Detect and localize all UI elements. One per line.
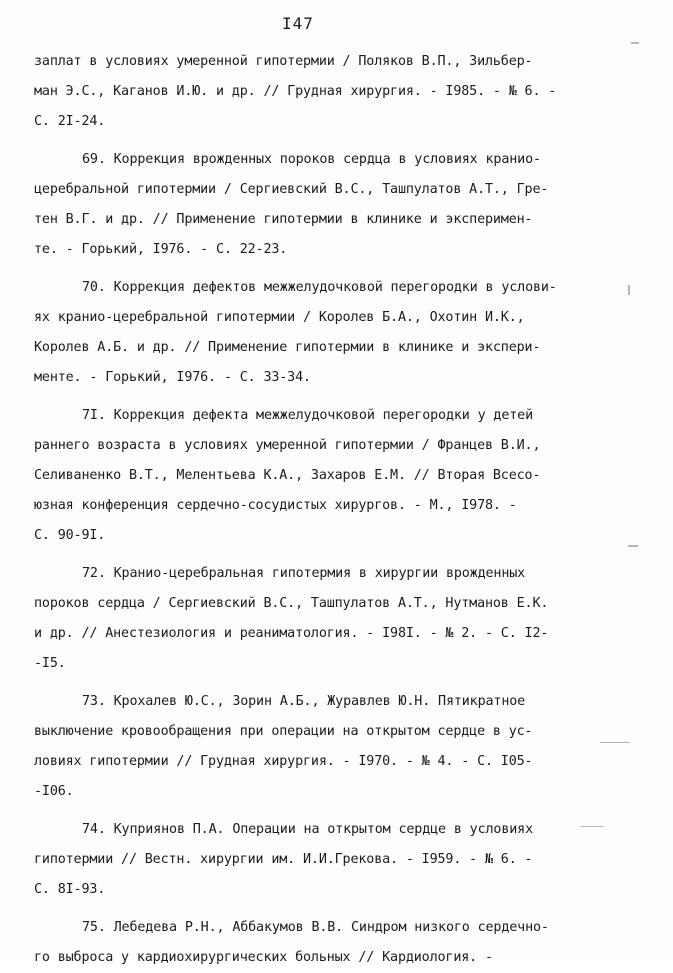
bibliography-text: [34, 47, 634, 973]
text-line: раннего возраста в условиях умеренной гипотермии / Францев В.И.,: [34, 438, 541, 453]
text-line: С. 90-9I.: [34, 528, 106, 543]
entry-gap: [34, 807, 634, 815]
text-line: го выброса у кардиохирургических больных // Кардиология. -: [34, 950, 493, 965]
entry-first-line: 75. Лебедева Р.Н., Аббакумов В.В. Синдром низкого сердечно-: [82, 920, 549, 935]
entry-gap: [34, 393, 634, 401]
entry-gap: [34, 551, 634, 559]
entry-first-line: 73. Крохалев Ю.С., Зорин А.Б., Журавлев Ю.Н. Пятикратное: [82, 694, 526, 709]
entry-gap: [34, 905, 634, 913]
text-line: С. 2I-24.: [34, 114, 106, 129]
text-line: и др. // Анестезиология и реаниматология. - I98I. - № 2. - С. I2-: [34, 626, 549, 641]
text-line: юзная конференция сердечно-сосудистых хирургов. - М., I978. -: [34, 498, 517, 513]
entry-first-line: 72. Кранио-церебральная гипотермия в хирургии врожденных: [82, 566, 526, 581]
text-line: ман Э.С., Каганов И.Ю. и др. // Грудная хирургия. - I985. - № 6. -: [34, 84, 557, 99]
text-line: Селивaненко В.Т., Мелентьева К.А., Захаров Е.М. // Вторая Всесо-: [34, 468, 541, 483]
text-line: выключение кровообращения при операции на открытом сердце в ус-: [34, 724, 533, 739]
scan-mark: [628, 545, 638, 547]
scan-mark: [628, 285, 630, 295]
text-line: С. 8I-93.: [34, 882, 106, 897]
entry-gap: [34, 265, 634, 273]
text-line: ях кранио-церебральной гипотермии / Королев Б.А., Охотин И.К.,: [34, 310, 525, 325]
text-line: церебральной гипотермии / Сергиевский В.С., Ташпулатов А.Т., Гре-: [34, 182, 549, 197]
entry-first-line: 70. Коррекция дефектов межжелудочковой перегородки в услови-: [82, 280, 557, 295]
scan-mark: [600, 742, 630, 743]
text-line: Королев А.Б. и др. // Применение гипотермии в клинике и экспери-: [34, 340, 541, 355]
text-line: те. - Горький, I976. - С. 22-23.: [34, 242, 288, 257]
text-line: пороков сердца / Сергиевский В.С., Ташпулатов А.Т., Нутманов Е.К.: [34, 596, 549, 611]
entry-first-line: 74. Куприянов П.А. Операции на открытом сердце в условиях: [82, 822, 533, 837]
entry-first-line: 69. Коррекция врожденных пороков сердца в условиях кранио-: [82, 152, 541, 167]
entry-gap: [34, 137, 634, 145]
text-line: -I06.: [34, 784, 74, 799]
text-line: ловиях гипотермии // Грудная хирургия. - I970. - № 4. - С. I05-: [34, 754, 533, 769]
scan-mark: [580, 826, 604, 827]
scan-mark: [631, 42, 639, 44]
entry-first-line: 7I. Коррекция дефекта межжелудочковой перегородки у детей: [82, 408, 533, 423]
entry-gap: [34, 679, 634, 687]
text-line: гипотермии // Вестн. хирургии им. И.И.Грекова. - I959. - № 6. -: [34, 852, 533, 867]
page-number: I47: [282, 14, 314, 33]
text-line: заплат в условиях умеренной гипотермии / Поляков В.П., Зильбер-: [34, 54, 533, 69]
text-line: -I5.: [34, 656, 66, 671]
text-line: тен В.Г. и др. // Применение гипотермии в клинике и эксперимен-: [34, 212, 533, 227]
text-line: менте. - Горький, I976. - С. 33-34.: [34, 370, 311, 385]
